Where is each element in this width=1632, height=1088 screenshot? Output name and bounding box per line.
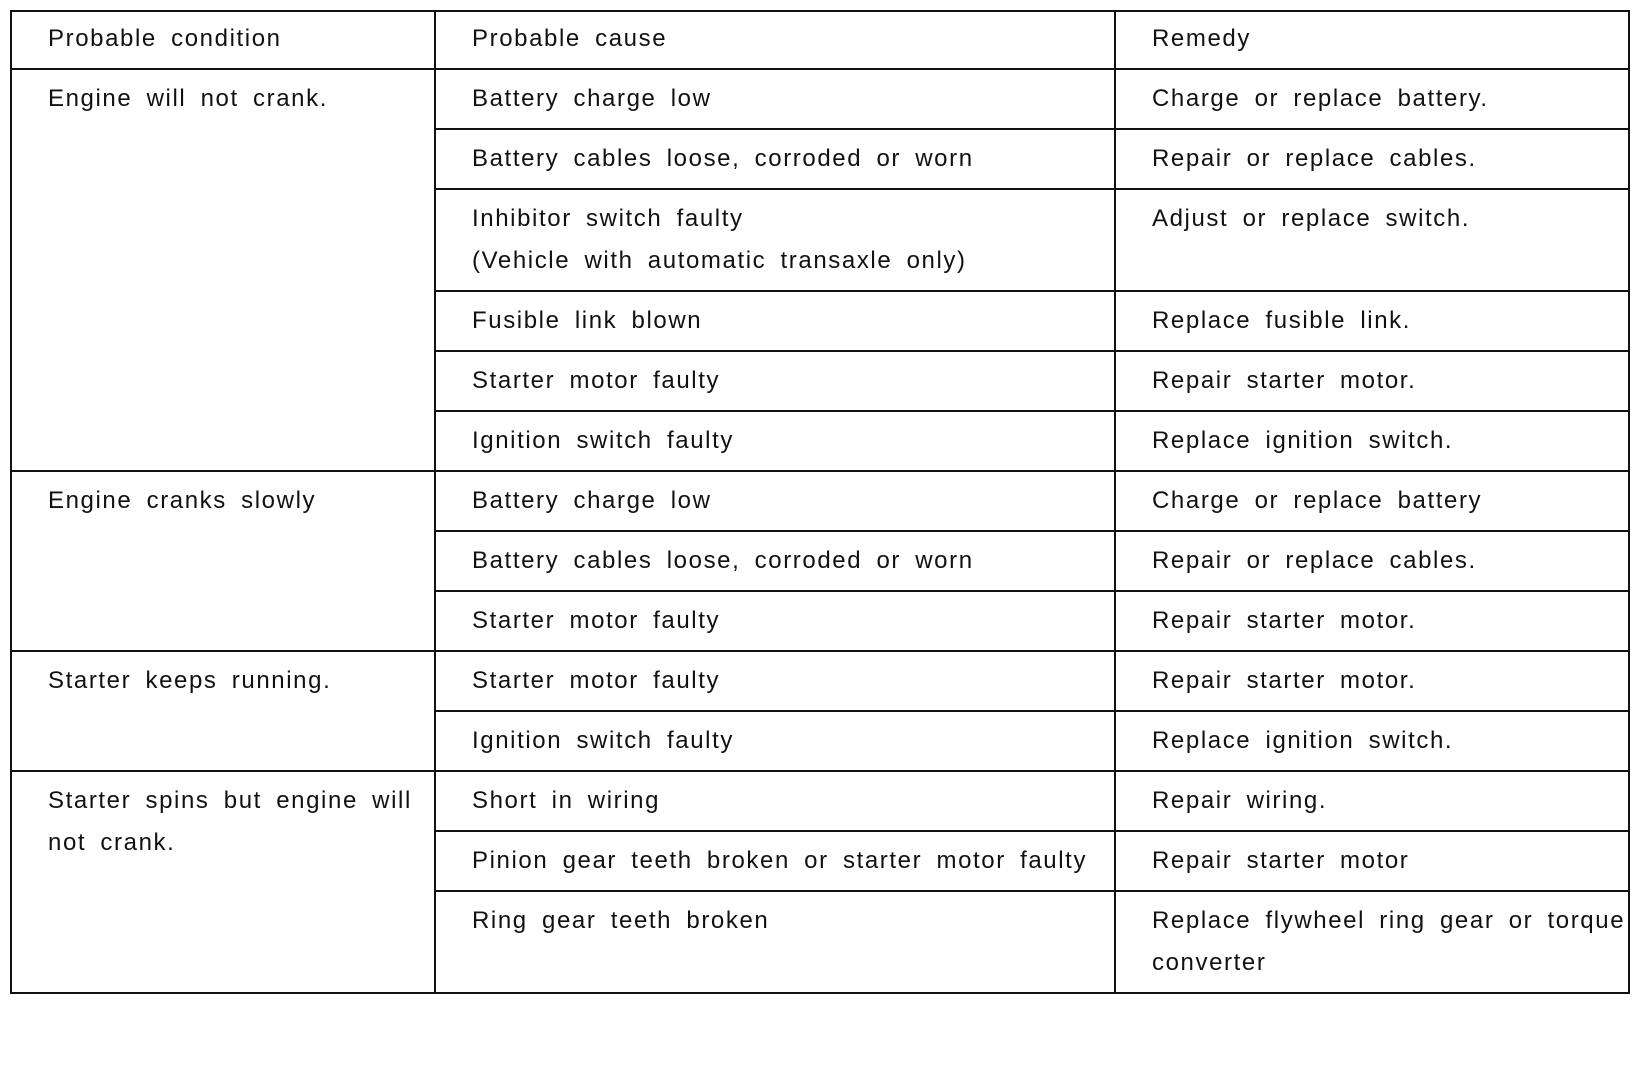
header-probable-cause: Probable cause [435,11,1115,69]
cause-cell: Battery cables loose, corroded or worn [435,531,1115,591]
remedy-cell: Repair or replace cables. [1115,531,1629,591]
cause-cell: Battery cables loose, corroded or worn [435,129,1115,189]
condition-cell: Engine will not crank. [11,69,435,471]
troubleshooting-table [10,10,1630,994]
cause-cell: Battery charge low [435,471,1115,531]
remedy-cell: Adjust or replace switch. [1115,189,1629,291]
troubleshooting-document [10,10,1628,994]
cause-cell: Battery charge low [435,69,1115,129]
header-probable-condition: Probable condition [11,11,435,69]
remedy-cell: Charge or replace battery. [1115,69,1629,129]
remedy-cell: Replace flywheel ring gear or torque converter [1115,891,1629,993]
cause-cell: Fusible link blown [435,291,1115,351]
table-row [11,771,1629,831]
condition-cell: Engine cranks slowly [11,471,435,651]
table-row [11,471,1629,531]
remedy-cell: Replace ignition switch. [1115,711,1629,771]
cause-cell: Pinion gear teeth broken or starter motor faulty [435,831,1115,891]
cause-cell: Short in wiring [435,771,1115,831]
condition-cell: Starter spins but engine will not crank. [11,771,435,993]
cause-cell: Ring gear teeth broken [435,891,1115,993]
remedy-cell: Replace fusible link. [1115,291,1629,351]
cause-cell [435,189,1115,291]
cause-cell: Starter motor faulty [435,591,1115,651]
cause-text: Inhibitor switch faulty [472,205,744,232]
remedy-cell: Repair or replace cables. [1115,129,1629,189]
cause-cell: Starter motor faulty [435,651,1115,711]
table-row [11,651,1629,711]
remedy-cell: Repair starter motor. [1115,651,1629,711]
cause-cell: Starter motor faulty [435,351,1115,411]
condition-cell: Starter keeps running. [11,651,435,771]
cause-note: (Vehicle with automatic transaxle only) [472,247,967,274]
header-row [11,11,1629,69]
cause-cell: Ignition switch faulty [435,411,1115,471]
remedy-cell: Repair starter motor [1115,831,1629,891]
remedy-cell: Repair wiring. [1115,771,1629,831]
remedy-cell: Repair starter motor. [1115,351,1629,411]
header-remedy: Remedy [1115,11,1629,69]
remedy-cell: Replace ignition switch. [1115,411,1629,471]
table-row [11,69,1629,129]
remedy-cell: Charge or replace battery [1115,471,1629,531]
cause-cell: Ignition switch faulty [435,711,1115,771]
remedy-cell: Repair starter motor. [1115,591,1629,651]
